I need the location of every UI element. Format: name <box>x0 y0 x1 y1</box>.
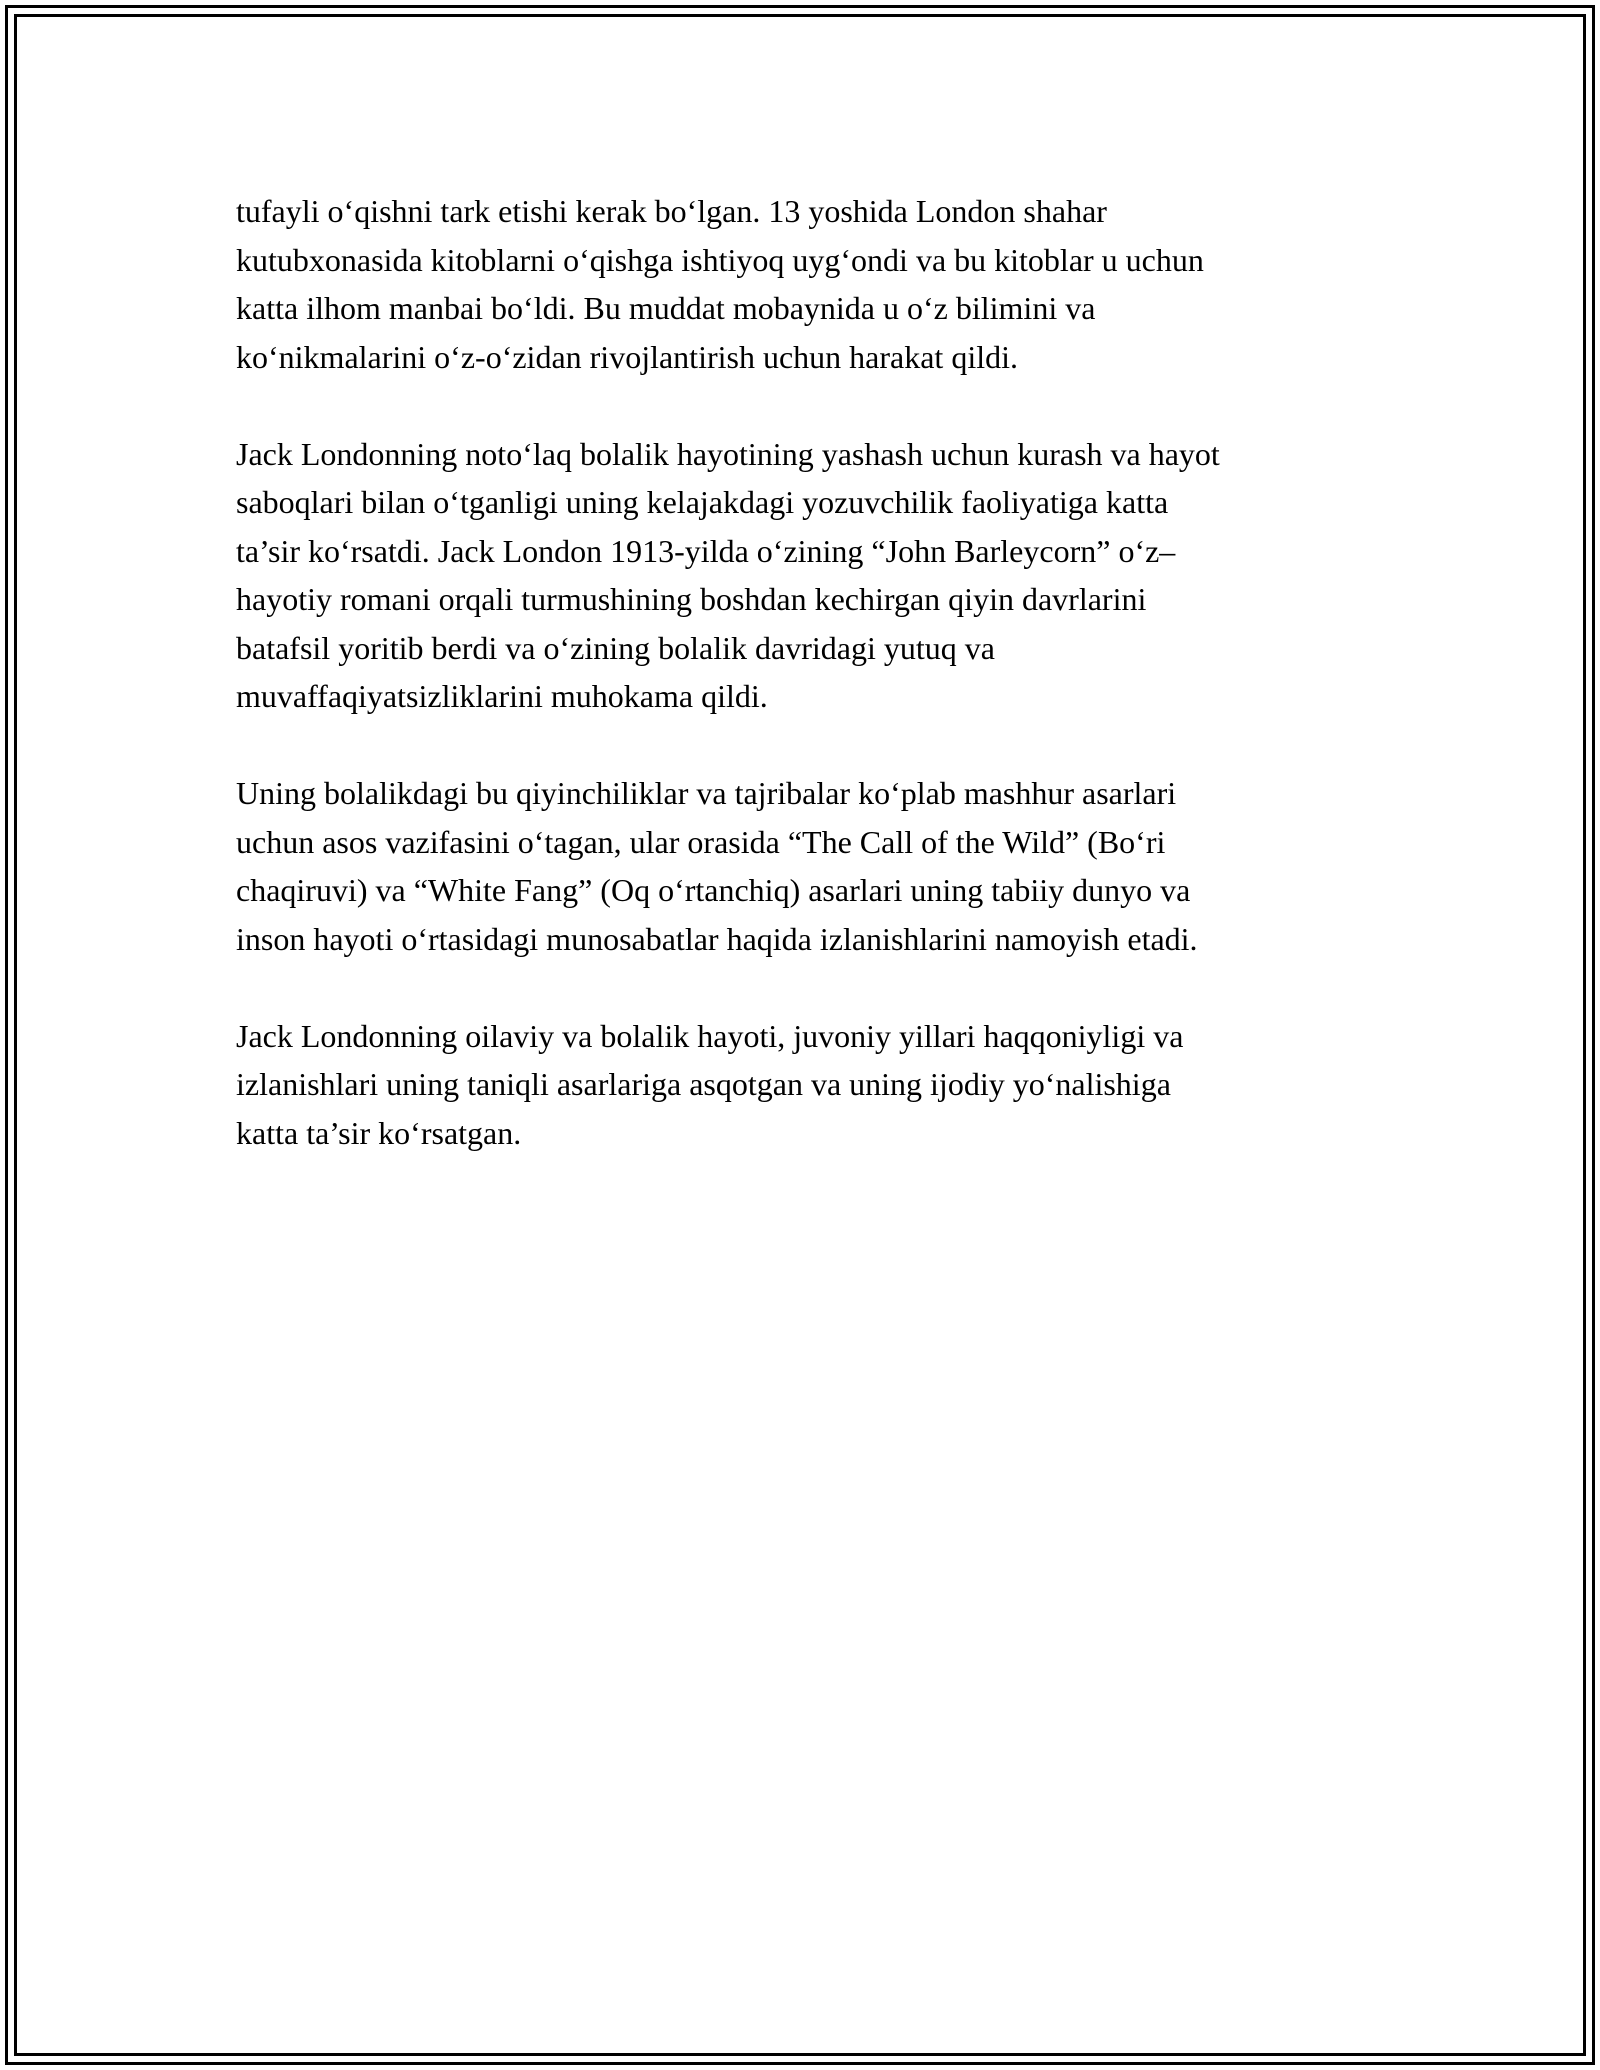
text-line: katta ilhom manbai bo‘ldi. Bu muddat mobaynida u o‘z bilimini va <box>236 290 1096 326</box>
text-line: hayotiy romani orqali turmushining boshdan kechirgan qiyin davrlarini <box>236 581 1147 617</box>
text-line: kutubxonasida kitoblarni o‘qishga ishtiyoq uyg‘ondi va bu kitoblar u uchun <box>236 241 1204 278</box>
paragraph-2 <box>236 430 1366 721</box>
paragraph-4 <box>236 1012 1366 1158</box>
text-line: uchun asos vazifasini o‘tagan, ular orasida “The Call of the Wild” (Bo‘ri <box>236 823 1166 860</box>
text-line: katta ta’sir ko‘rsatgan. <box>236 1114 522 1151</box>
text-line: Jack Londonning noto‘laq bolalik hayotining yashash uchun kurash va hayot <box>236 435 1220 472</box>
text-line: izlanishlari uning taniqli asarlariga asqotgan va uning ijodiy yo‘nalishiga <box>236 1066 1171 1102</box>
text-line: chaqiruvi) va “White Fang” (Oq o‘rtanchiq) asarlari uning tabiiy dunyo va <box>236 872 1191 908</box>
text-line: ko‘nikmalarini o‘z-o‘zidan rivojlantirish uchun harakat qildi. <box>236 338 1018 375</box>
paragraph-1 <box>236 187 1366 381</box>
text-line: saboqlari bilan o‘tganligi uning kelajakdagi yozuvchilik faoliyatiga katta <box>236 484 1169 520</box>
text-line: inson hayoti o‘rtasidagi munosabatlar haqida izlanishlarini namoyish etadi. <box>236 920 1198 957</box>
text-line: Uning bolalikdagi bu qiyinchiliklar va tajribalar ko‘plab mashhur asarlari <box>236 775 1177 811</box>
text-line: Jack Londonning oilaviy va bolalik hayoti, juvoniy yillari haqqoniyligi va <box>236 1017 1184 1054</box>
text-line: batafsil yoritib berdi va o‘zining bolalik davridagi yutuq va <box>236 629 995 666</box>
document-body <box>236 187 1366 1206</box>
text-line: muvaffaqiyatsizliklarini muhokama qildi. <box>236 678 768 714</box>
paragraph-3 <box>236 769 1366 963</box>
text-line: ta’sir ko‘rsatdi. Jack London 1913-yilda o‘zining “John Barleycorn” o‘z– <box>236 532 1176 569</box>
text-line: tufayli o‘qishni tark etishi kerak bo‘lgan. 13 yoshida London shahar <box>236 193 1107 229</box>
